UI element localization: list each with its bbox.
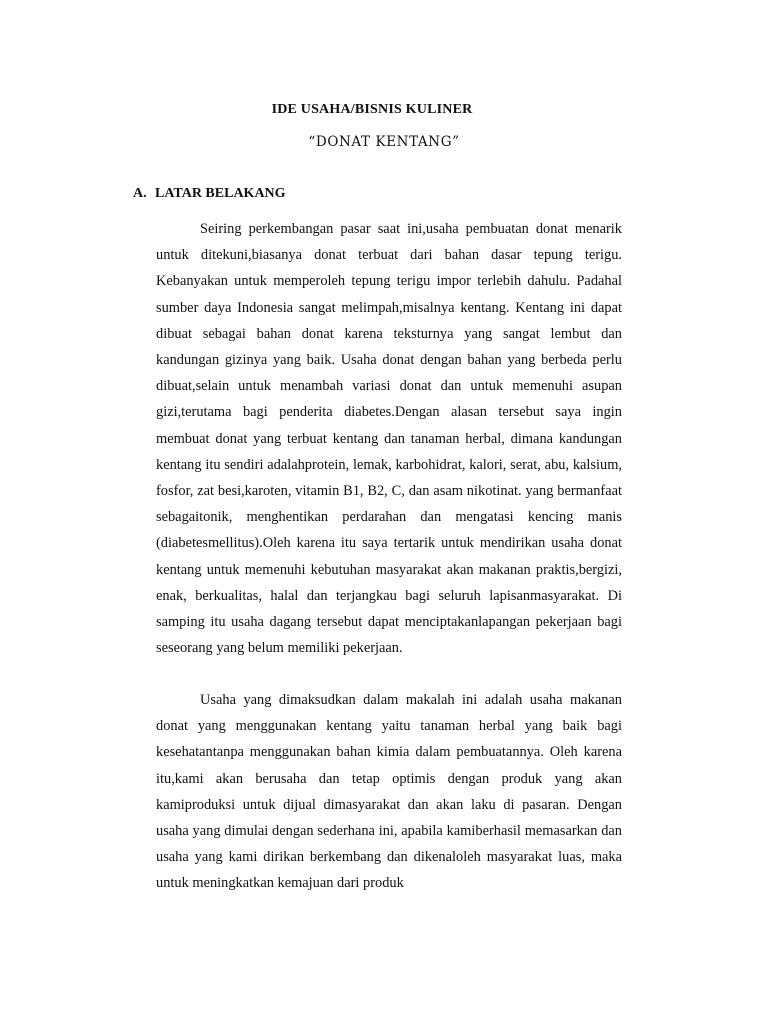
section-heading — [133, 186, 286, 202]
paragraph-2: Usaha yang dimaksudkan dalam makalah ini adalah usaha makanan donat yang menggunakan kentang yaitu tanaman herbal yang baik bagi kesehatantanpa menggunakan bahan kimia dalam pembuatannya. Oleh karena itu,kami akan berusaha dan tetap optimis dengan produk yang akan kamiproduksi untuk dijual dimasyarakat dan akan laku di pasaran. Dengan usaha yang dimulai dengan sederhana ini, apabila kamiberhasil memasarkan dan usaha yang kami dirikan berkembang dan dikenaloleh masyarakat luas, maka untuk meningkatkan kemajuan dari produk — [156, 692, 622, 892]
document-title: IDE USAHA/BISNIS KULINER — [271, 102, 473, 117]
paragraph-1: Seiring perkembangan pasar saat ini,usaha pembuatan donat menarik untuk ditekuni,biasanya donat terbuat dari bahan dasar tepung terigu. Kebanyakan untuk memperoleh tepung terigu impor terlebih dahulu. Padahal sumber daya Indonesia sangat melimpah,misalnya kentang. Kentang ini dapat dibuat sebagai bahan donat karena teksturnya yang sangat lembut dan kandungan gizinya yang baik. Usaha donat dengan bahan yang berbeda perlu dibuat,selain untuk menambah variasi donat dan untuk memenuhi asupan gizi,terutama bagi penderita diabetes.Dengan alasan tersebut saya ingin membuat donat yang terbuat kentang dan tanaman herbal, dimana kandungan kentang itu sendiri adalahprotein, lemak, karbohidrat, kalori, serat, abu, kalsium, fosfor, zat besi,karoten, vitamin B1, B2, C, dan asam nikotinat. yang bermanfaat sebagaitonik, menghentikan perdarahan dan mengatasi kencing manis (diabetesmellitus).Oleh karena itu saya tertarik untuk mendirikan usaha donat kentang untuk memenuhi kebutuhan masyarakat akan makanan praktis,bergizi, enak, berkualitas, halal dan terjangkau bagi seluruh lapisanmasyarakat. Di samping itu usaha dagang tersebut dapat menciptakanlapangan pekerjaan bagi seseorang yang belum memiliki pekerjaan. — [156, 221, 622, 657]
section-title: LATAR BELAKANG — [155, 186, 286, 201]
section-number: A. — [133, 186, 147, 201]
document-subtitle: “DONAT KENTANG” — [308, 134, 460, 150]
